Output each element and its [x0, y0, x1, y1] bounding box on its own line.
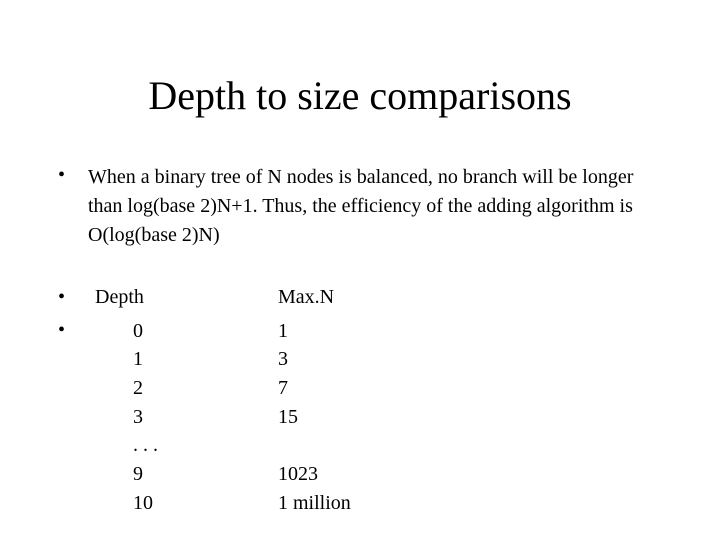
bullet-paragraph: When a binary tree of N nodes is balanced, no branch will be longer than log(base 2)N+1. Thus, the efficiency of the adding algorithm is O(log(base 2)N) [88, 166, 634, 246]
table-cell-depth: 2 [133, 377, 143, 399]
table-header-max-n: Max.N [278, 286, 335, 308]
table-cell-depth: 3 [133, 406, 143, 428]
bullet-marker: • [58, 164, 66, 186]
bullet-marker: • [58, 286, 66, 308]
table-cell-depth: 9 [133, 463, 143, 485]
table-cell-max-n: 1023 [278, 463, 318, 485]
table-cell-ellipsis: . . . [133, 434, 158, 456]
table-cell-depth: 10 [133, 492, 153, 514]
table-cell-max-n: 7 [278, 377, 288, 399]
table-cell-max-n: 3 [278, 348, 288, 370]
table-cell-depth: 1 [133, 348, 143, 370]
table-cell-max-n: 1 [278, 320, 288, 342]
table-cell-max-n: 15 [278, 406, 298, 428]
table-cell-max-n: 1 million [278, 492, 351, 514]
slide-title: Depth to size comparisons [148, 73, 572, 118]
table-cell-depth: 0 [133, 320, 143, 342]
bullet-marker: • [58, 319, 66, 341]
table-header-depth: Depth [95, 286, 144, 308]
